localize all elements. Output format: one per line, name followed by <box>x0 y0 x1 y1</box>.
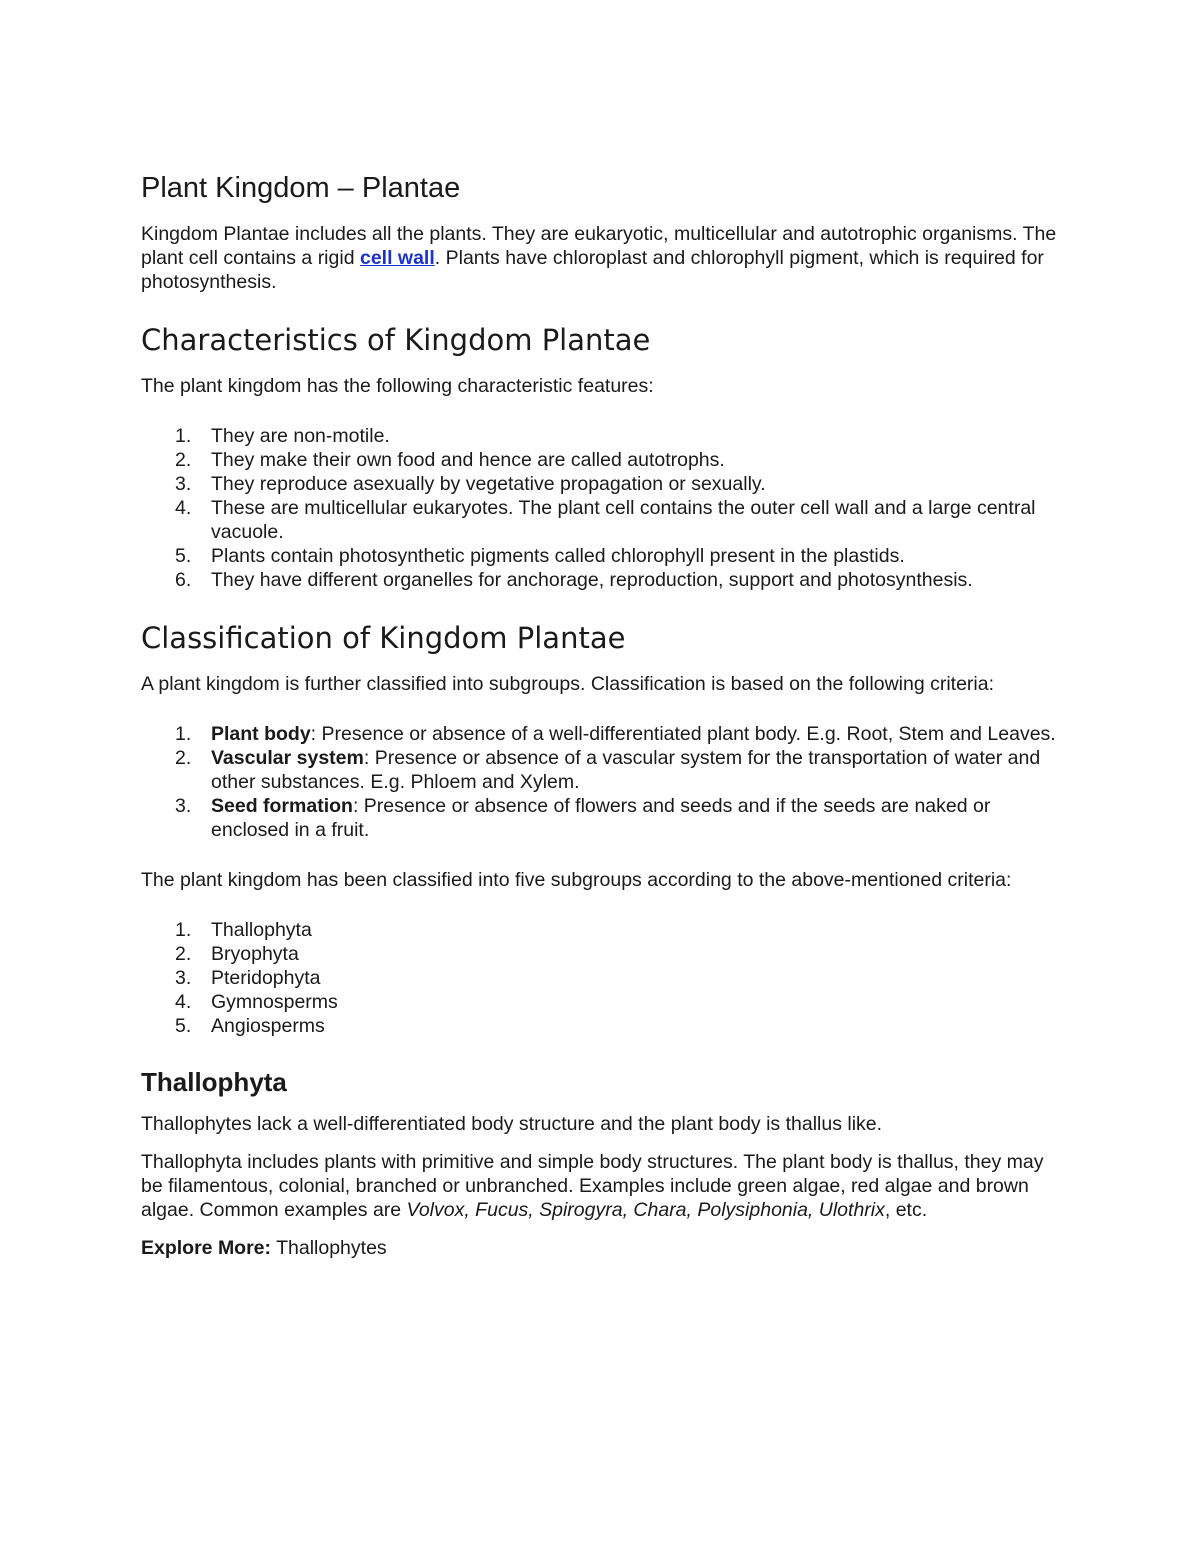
list-item <box>141 966 1061 990</box>
page-title: Plant Kingdom – Plantae <box>141 172 461 204</box>
list-item <box>141 942 1061 966</box>
intro-text-after-link: . Plants have chloroplast and chlorophyll pigment, which is required for photosynthesis. <box>141 247 1044 293</box>
list-number: 5. <box>175 1015 192 1037</box>
list-item-text: Bryophyta <box>211 943 299 965</box>
criteria-text: : Presence or absence of a vascular system for the transportation of water and other substances. E.g. Phloem and Xylem. <box>211 747 1041 793</box>
list-number: 1. <box>175 425 192 447</box>
list-number: 5. <box>175 545 192 567</box>
characteristics-heading: Characteristics of Kingdom Plantae <box>141 323 651 357</box>
subgroups-list <box>141 918 1061 1038</box>
thallophyta-text-end: , etc. <box>884 1199 928 1221</box>
thallophyta-paragraph-1: Thallophytes lack a well-differentiated body structure and the plant body is thallus like. <box>141 1113 883 1135</box>
list-number: 1. <box>175 723 192 745</box>
list-item-text: They have different organelles for anchorage, reproduction, support and photosynthesis. <box>211 569 973 591</box>
list-item-text: Pteridophyta <box>211 967 321 989</box>
criteria-term: Seed formation <box>211 795 353 817</box>
characteristics-list <box>141 424 1061 592</box>
explore-more-label: Explore More: <box>141 1237 272 1259</box>
explore-more <box>141 1236 1061 1260</box>
list-number: 1. <box>175 919 192 941</box>
intro-paragraph <box>141 222 1061 294</box>
list-item <box>141 424 1061 448</box>
criteria-list <box>141 722 1061 842</box>
thallophyta-examples: Volvox, Fucus, Spirogyra, Chara, Polysiphonia, Ulothrix <box>406 1199 885 1221</box>
thallophyta-text: Thallophyta includes plants with primitive and simple body structures. The plant body is thallus, they may be filamentous, colonial, branched or unbranched. Examples include green algae, red algae and brown algae. Common examples are <box>141 1151 1044 1221</box>
list-item <box>141 448 1061 472</box>
document-page <box>141 168 1061 1274</box>
subgroups-lead: The plant kingdom has been classified into five subgroups according to the above-mentioned criteria: <box>141 869 1012 891</box>
thallophyta-heading: Thallophyta <box>141 1067 287 1097</box>
list-item-text: They reproduce asexually by vegetative propagation or sexually. <box>211 473 766 495</box>
list-item-text: Thallophyta <box>211 919 312 941</box>
explore-more-text: Thallophytes <box>271 1237 387 1259</box>
list-item <box>141 496 1061 544</box>
thallophyta-paragraph-2 <box>141 1150 1061 1222</box>
list-item <box>141 794 1061 842</box>
list-item <box>141 568 1061 592</box>
criteria-text: : Presence or absence of a well-differentiated plant body. E.g. Root, Stem and Leaves. <box>310 723 1056 745</box>
criteria-term: Plant body <box>211 723 311 745</box>
criteria-term: Vascular system <box>211 747 364 769</box>
cell-wall-link[interactable]: cell wall <box>359 247 435 269</box>
list-number: 4. <box>175 497 192 519</box>
classification-heading: Classification of Kingdom Plantae <box>141 621 626 655</box>
list-number: 2. <box>175 747 192 769</box>
list-item-text: Angiosperms <box>211 1015 325 1037</box>
list-item <box>141 722 1061 746</box>
list-item <box>141 918 1061 942</box>
list-item <box>141 544 1061 568</box>
classification-lead: A plant kingdom is further classified into subgroups. Classification is based on the following criteria: <box>141 673 995 695</box>
list-item <box>141 746 1061 794</box>
list-number: 2. <box>175 449 192 471</box>
list-item <box>141 990 1061 1014</box>
list-item-text: These are multicellular eukaryotes. The plant cell contains the outer cell wall and a large central vacuole. <box>211 497 1036 543</box>
list-number: 2. <box>175 943 192 965</box>
list-item-text: They are non-motile. <box>211 425 390 447</box>
list-number: 3. <box>175 473 192 495</box>
list-item <box>141 1014 1061 1038</box>
list-item-text: Plants contain photosynthetic pigments called chlorophyll present in the plastids. <box>211 545 905 567</box>
list-number: 6. <box>175 569 192 591</box>
list-item-text: They make their own food and hence are called autotrophs. <box>211 449 725 471</box>
criteria-text: : Presence or absence of flowers and seeds and if the seeds are naked or enclosed in a fruit. <box>211 795 991 841</box>
list-item <box>141 472 1061 496</box>
list-number: 4. <box>175 991 192 1013</box>
intro-text-before-link: Kingdom Plantae includes all the plants. They are eukaryotic, multicellular and autotrophic organisms. The plant cell contains a rigid <box>141 223 1057 269</box>
list-number: 3. <box>175 967 192 989</box>
list-number: 3. <box>175 795 192 817</box>
list-item-text: Gymnosperms <box>211 991 338 1013</box>
characteristics-lead: The plant kingdom has the following characteristic features: <box>141 375 654 397</box>
